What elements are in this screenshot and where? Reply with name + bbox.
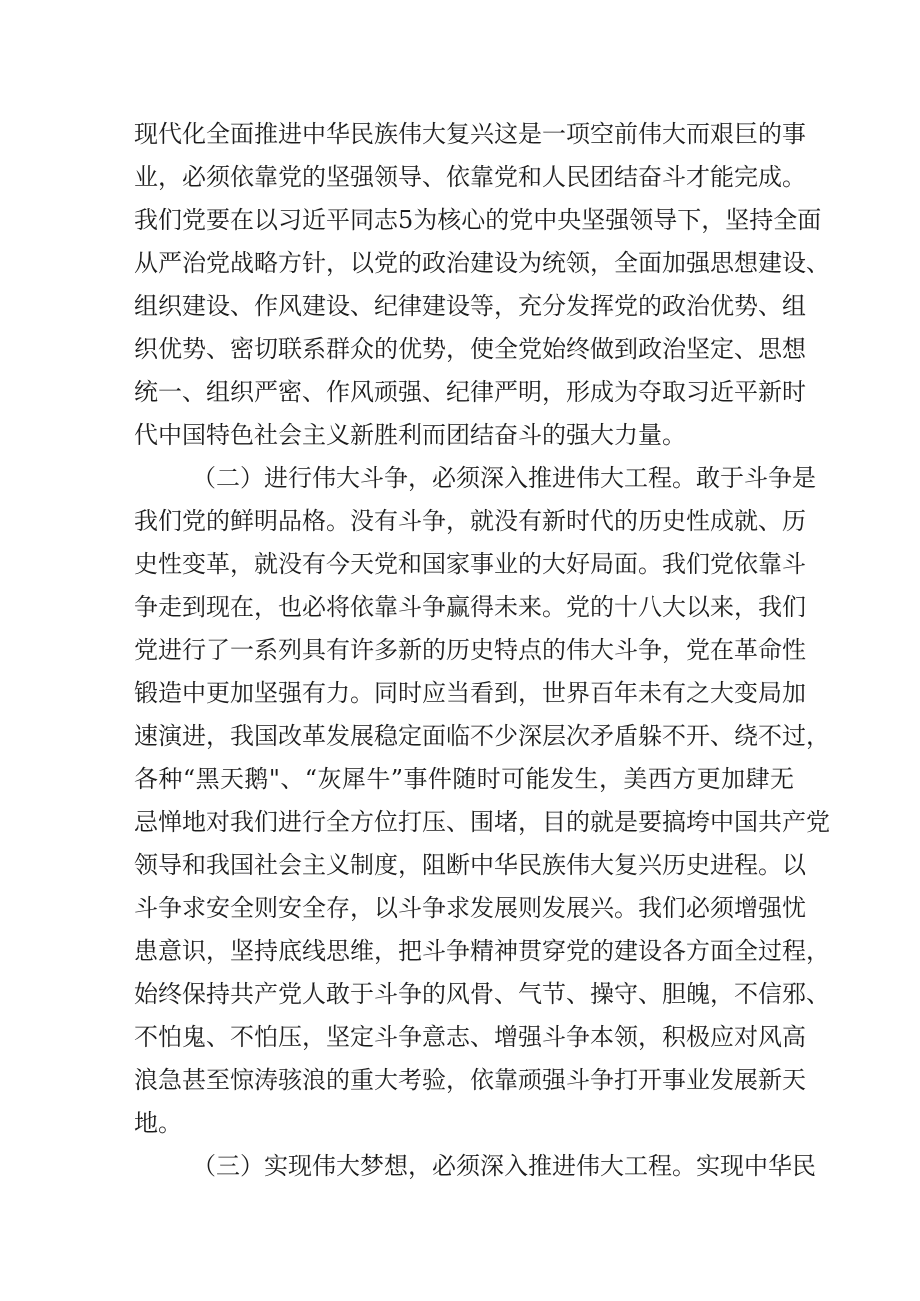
paragraph-line: 领导和我国社会主义制度，阻断中华民族伟大复兴历史进程。以 [134, 851, 806, 879]
paragraph-line: 史性变革，就没有今天党和国家事业的大好局面。我们党依靠斗 [134, 550, 806, 578]
section-heading-line: （二）进行伟大斗争，必须深入推进伟大工程。敢于斗争是 [192, 464, 816, 492]
paragraph-line: 统一、组织严密、作风顽强、纪律严明，形成为夺取习近平新时 [134, 378, 806, 406]
paragraph-line: 不怕鬼、不怕压，坚定斗争意志、增强斗争本领，积极应对风高 [134, 1023, 806, 1051]
paragraph-line: 浪急甚至惊涛骇浪的重大考验，依靠顽强斗争打开事业发展新天 [134, 1066, 806, 1094]
paragraph-line: 我们党的鲜明品格。没有斗争，就没有新时代的历史性成就、历 [134, 507, 806, 535]
paragraph-line: 斗争求安全则安全存，以斗争求发展则发展兴。我们必须增强忧 [134, 894, 806, 922]
paragraph-line: 从严治党战略方针，以党的政治建设为统领，全面加强思想建设、 [134, 249, 830, 277]
paragraph-line: 业，必须依靠党的坚强领导、依靠党和人民团结奋斗才能完成。 [134, 163, 806, 191]
paragraph-line: 地。 [134, 1109, 182, 1137]
paragraph-line: 忌惮地对我们进行全方位打压、围堵，目的就是要搞垮中国共产党 [134, 808, 830, 836]
paragraph-line: 党进行了一系列具有许多新的历史特点的伟大斗争，党在革命性 [134, 636, 806, 664]
paragraph-line: 我们党要在以习近平同志5为核心的党中央坚强领导下，坚持全面 [134, 206, 822, 234]
paragraph-line: 速演进，我国改革发展稳定面临不少深层次矛盾躲不开、绕不过， [134, 722, 830, 750]
paragraph-line: 代中国特色社会主义新胜利而团结奋斗的强大力量。 [134, 421, 686, 449]
paragraph-line: 织优势、密切联系群众的优势，使全党始终做到政治坚定、思想 [134, 335, 806, 363]
section-heading-line: （三）实现伟大梦想，必须深入推进伟大工程。实现中华民 [192, 1152, 816, 1180]
paragraph-line: 争走到现在，也必将依靠斗争赢得未来。党的十八大以来，我们 [134, 593, 806, 621]
paragraph-line: 各种“黑天鹅"、“灰犀牛”事件随时可能发生，美西方更加肆无 [134, 765, 794, 793]
paragraph-line: 锻造中更加坚强有力。同时应当看到，世界百年未有之大变局加 [134, 679, 806, 707]
paragraph-line: 现代化全面推进中华民族伟大复兴这是一项空前伟大而艰巨的事 [134, 120, 806, 148]
paragraph-line: 组织建设、作风建设、纪律建设等，充分发挥党的政治优势、组 [134, 292, 806, 320]
paragraph-line: 始终保持共产党人敢于斗争的风骨、气节、操守、胆魄，不信邪、 [134, 980, 830, 1008]
paragraph-line: 患意识，坚持底线思维，把斗争精神贯穿党的建设各方面全过程， [134, 937, 830, 965]
